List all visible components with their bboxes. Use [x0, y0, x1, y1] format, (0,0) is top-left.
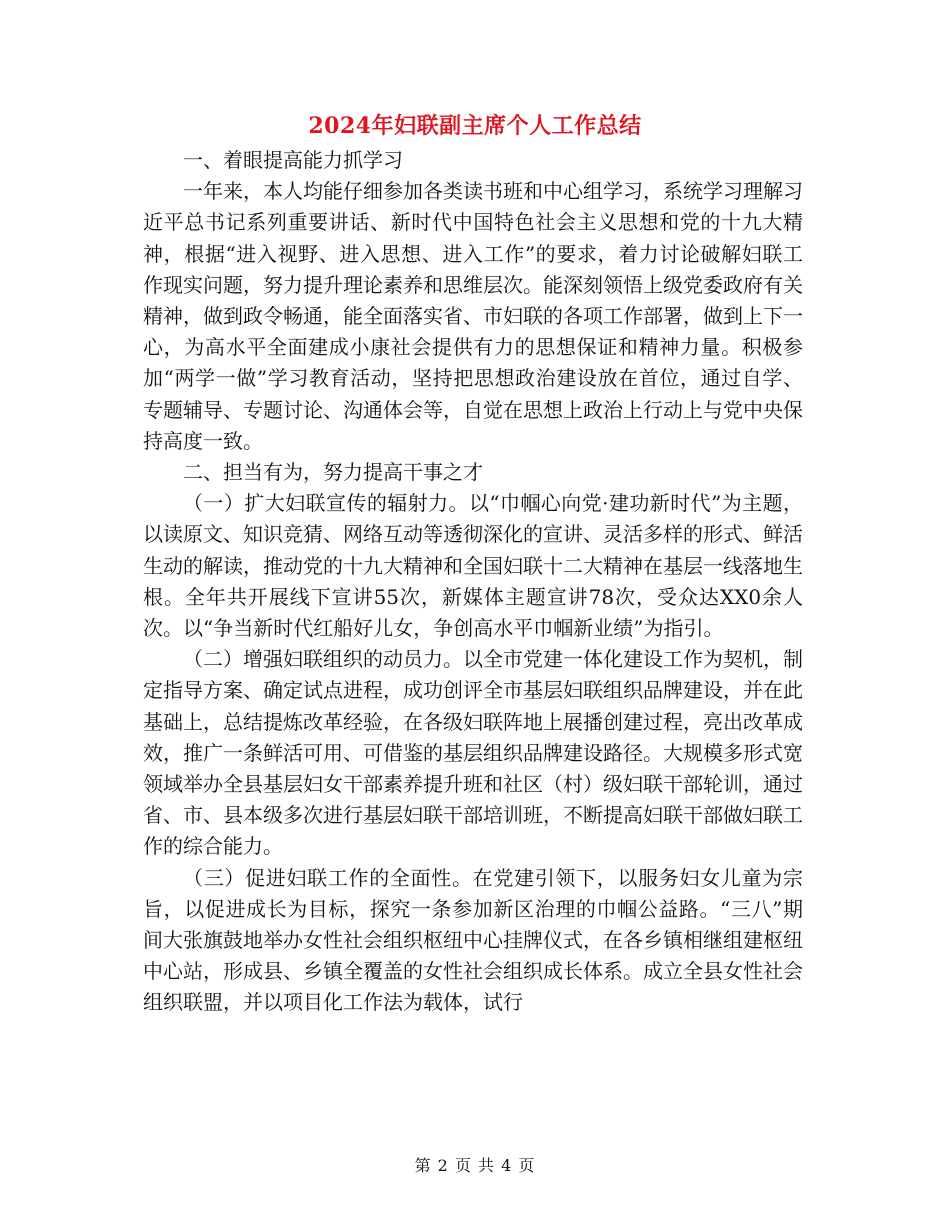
paragraph-organization: （二）增强妇联组织的动员力。以全市党建一体化建设工作为契机，制定指导方案、确定试点进程，成功创评全市基层妇联组织品牌建设，并在此基础上，总结提炼改革经验，在各级妇联阵地上展播创建过程，亮出改革成效，推广一条鲜活可用、可借鉴的基层组织品牌建设路径。大规模多形式宽领域举办全县基层妇女干部素养提升班和社区（村）级妇联干部轮训，通过省、市、县本级多次进行基层妇联干部培训班，不断提高妇联干部做妇联工作的综合能力。	[143, 647, 803, 859]
document-title: 2024年妇联副主席个人工作总结	[308, 113, 642, 139]
section-heading-1: 一、着眼提高能力抓学习	[183, 148, 403, 172]
paragraph-comprehensive: （三）促进妇联工作的全面性。在党建引领下，以服务妇女儿童为宗旨，以促进成长为目标，探究一条参加新区治理的巾帼公益路。“三八”期间大张旗鼓地举办女性社会组织枢纽中心挂牌仪式，在各乡镇相继组建枢纽中心站，形成县、乡镇全覆盖的女性社会组织成长体系。成立全县女性社会组织联盟，并以项目化工作法为载体，试行	[143, 865, 803, 1015]
paragraph-publicity: （一）扩大妇联宣传的辐射力。以“巾帼心向党·建功新时代”为主题，以读原文、知识竞猜、网络互动等透彻深化的宣讲、灵活多样的形式、鲜活生动的解读，推动党的十九大精神和全国妇联十二大精神在基层一线落地生根。全年共开展线下宣讲55次，新媒体主题宣讲78次，受众达XX0余人次。以“争当新时代红船好儿女，争创高水平巾帼新业绩”为指引。	[143, 491, 803, 641]
section-heading-2: 二、担当有为，努力提高干事之才	[183, 460, 483, 485]
document-body	[143, 145, 803, 1019]
paragraph-study: 一年来，本人均能仔细参加各类读书班和中心组学习，系统学习理解习近平总书记系列重要讲话、新时代中国特色社会主义思想和党的十九大精神，根据“进入视野、进入思想、进入工作”的要求，着力讨论破解妇联工作现实问题，努力提升理论素养和思维层次。能深刻领悟上级党委政府有关精神，做到政令畅通，能全面落实省、市妇联的各项工作部署，做到上下一心，为高水平全面建成小康社会提供有力的思想保证和精神力量。积极参加“两学一做”学习教育活动，坚持把思想政治建设放在首位，通过自学、专题辅导、专题讨论、沟通体会等，自觉在思想上政治上行动上与党中央保持高度一致。	[143, 179, 803, 453]
page-footer: 第 2 页 共 4 页	[414, 1156, 536, 1175]
